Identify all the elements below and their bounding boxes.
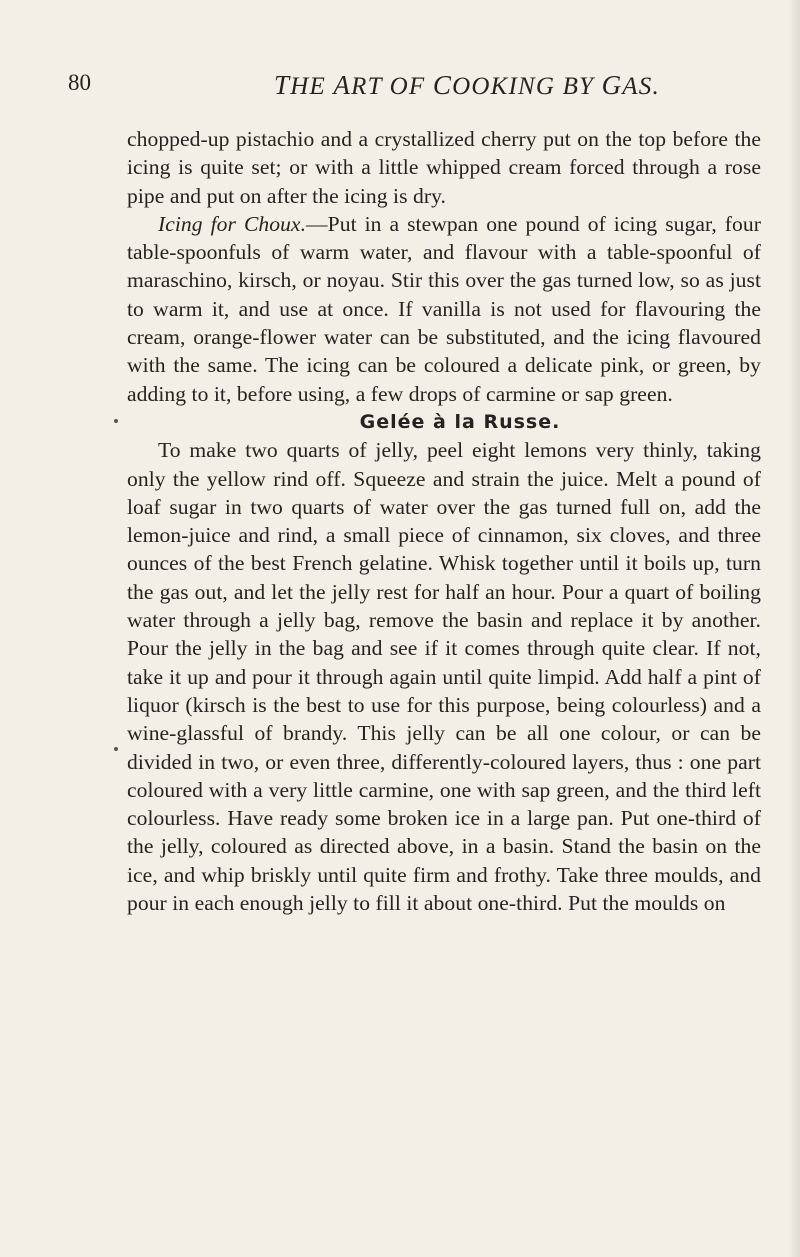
page-edge-shadow xyxy=(788,0,800,1257)
running-head-part: OOKING BY xyxy=(452,73,602,100)
paragraph-gelee-recipe: To make two quarts of jelly, peel eight lemons very thinly, taking only the yellow rind off. Squeeze and strain the juice. Melt a pound of loaf sugar in two quarts of water over the gas turned full on, add the lemon-juice and rind, a small piece of cinnamon, six cloves, and three ounces of the best French gelatine. Whisk together until it boils up, turn the gas out, and let the jelly rest for half an hour. Pour a quart of boiling water through a jelly bag, remove the basin and replace it by another. Pour the jelly in the bag and see if it comes through quite clear. If not, take it up and pour it through again until quite limpid. Add half a pint of liquor (kirsch is the best to use for this purpose, being colourless) and a wine-glassful of brandy. This jelly can be all one colour, or can be divided in two, or even three, differently-coloured layers, thus : one part coloured with a very little carmine, one with sap green, and the third left colourless. Have ready some broken ice in a large pan. Put one-third of the jelly, coloured as directed above, in a basin. Stand the basin on the ice, and whip briskly until quite firm and frothy. Take three moulds, and pour in each enough jelly to fill it about one-third. Put the moulds on xyxy=(127,438,761,916)
running-head-part: AS. xyxy=(622,73,660,100)
section-heading: Gelée à la Russe. xyxy=(359,410,561,433)
body-text xyxy=(127,125,761,917)
running-head-part: C xyxy=(432,70,453,100)
page-header xyxy=(68,70,768,110)
recipe-title: Icing for Choux. xyxy=(158,211,307,236)
running-head-part: A xyxy=(333,70,352,100)
running-head xyxy=(274,70,660,101)
margin-mark xyxy=(114,747,118,751)
running-head-part: G xyxy=(601,70,623,100)
page-number: 80 xyxy=(68,70,91,95)
running-head-part: HE xyxy=(290,73,334,100)
paragraph-continued: chopped-up pistachio and a crystallized cherry put on the top before the icing is quite set; or with a little whipped cream forced through a rose pipe and put on after the icing is dry. xyxy=(127,127,761,208)
recipe-text: —Put in a stewpan one pound of icing sugar, four table-spoonfuls of warm water, and flavour with a table-spoonful of maraschino, kirsch, or noyau. Stir this over the gas turned low, so as just to warm it, and use at once. If vanilla is not used for flavouring the cream, orange-flower water can be substituted, and the icing flavoured with the same. The icing can be coloured a delicate pink, or green, by adding to it, before using, a few drops of carmine or sap green. xyxy=(127,211,761,406)
running-head-part: T xyxy=(274,70,291,100)
running-head-part: RT OF xyxy=(351,73,433,100)
margin-mark xyxy=(114,419,118,423)
paragraph-icing-for-choux xyxy=(127,210,761,408)
